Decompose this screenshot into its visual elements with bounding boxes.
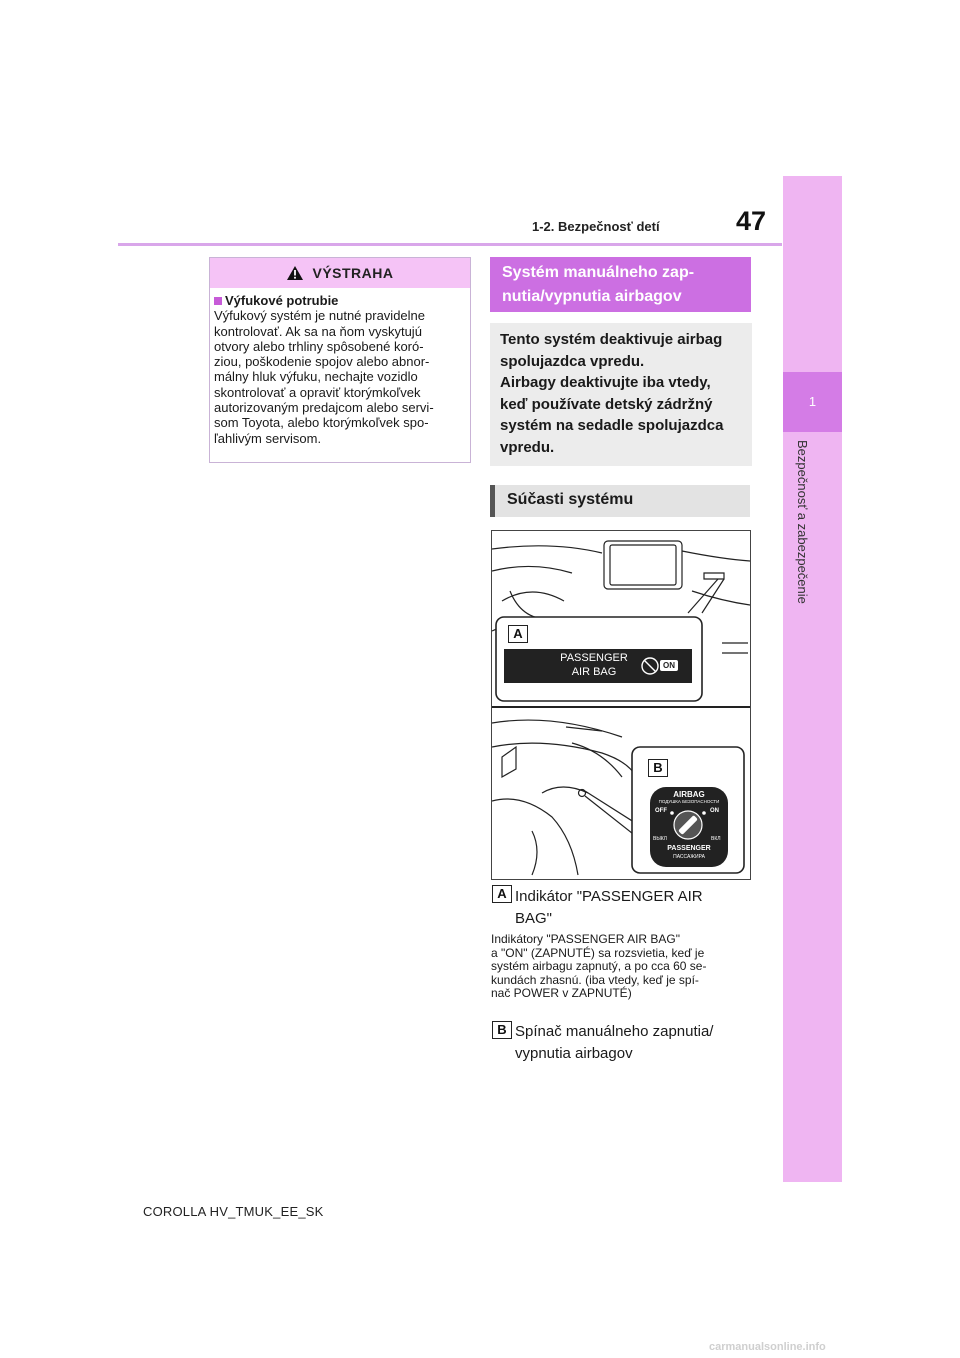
warning-box xyxy=(209,257,471,463)
bullet-square-icon xyxy=(214,297,222,305)
chapter-number: 1 xyxy=(808,394,817,409)
item-b-label: B xyxy=(492,1021,512,1039)
warning-line: málny hluk výfuku, nechajte vozidlo xyxy=(214,369,418,385)
dashboard-drawing xyxy=(492,531,750,879)
warning-line: ziou, poškodenie spojov alebo abnor- xyxy=(214,354,430,370)
section-title: 1-2. Bezpečnosť detí xyxy=(532,219,660,234)
item-a-title: Indikátor "PASSENGER AIR BAG" xyxy=(515,888,703,927)
item-b-title: Spínač manuálneho zapnutia/ vypnutia airbagov xyxy=(515,1023,714,1062)
switch-top-label: AIRBAG xyxy=(673,790,705,799)
switch-bottom-label: PASSENGER xyxy=(667,845,711,852)
section-heading: Systém manuálneho zap- nutia/vypnutia airbagov xyxy=(490,257,751,312)
warning-title: VÝSTRAHA xyxy=(312,265,394,281)
switch-on-label: ON xyxy=(710,808,719,814)
intro-box: Tento systém deaktivuje airbag spolujazdca vpredu. Airbagy deaktivujte iba vtedy, keď používate detský zádržný systém na sedadle spolujazdca vpredu. xyxy=(490,323,752,466)
document-code: COROLLA HV_TMUK_EE_SK xyxy=(143,1204,324,1219)
warning-triangle-icon xyxy=(286,265,304,281)
switch-off-label: OFF xyxy=(655,808,667,814)
warning-line: otvory alebo trhliny spôsobené koró- xyxy=(214,338,424,354)
warning-line: ľahlivým servisom. xyxy=(214,430,322,446)
warning-line: autorizovaným predajcom alebo servi- xyxy=(214,400,434,416)
warning-subtitle: Výfukové potrubie xyxy=(214,293,463,308)
passenger-airbag-indicator: PASSENGER AIR BAG xyxy=(560,652,628,678)
chapter-number-tab[interactable] xyxy=(783,372,842,432)
warning-header xyxy=(210,258,470,288)
item-a-description: Indikátory "PASSENGER AIR BAG" a "ON" (ZAPNUTÉ) sa rozsvietia, keď je systém airbagu zapnutý, a po cca 60 se- kundách zhasnú. (iba vtedy, keď je spí- nač POWER v ZAPNUTÉ) xyxy=(491,932,707,1000)
header-divider xyxy=(118,243,782,246)
warning-line: som Toyota, alebo ktorýmkoľvek spo- xyxy=(214,415,429,431)
callout-b-label: B xyxy=(648,759,668,777)
item-a-label: A xyxy=(492,885,512,903)
warning-line: kontrolovať. Ak sa na ňom vyskytujú xyxy=(214,323,422,339)
warning-line: skontrolovať a opraviť ktorýmkoľvek xyxy=(214,384,421,400)
chapter-label: Bezpečnosť a zabezpečenie xyxy=(795,440,810,604)
watermark: carmanualsonline.info xyxy=(709,1341,826,1353)
switch-top-ru-label: ПОДУШКА БЕЗОПАСНОСТИ xyxy=(658,799,720,804)
warning-body xyxy=(210,288,470,446)
switch-bottom-ru-label: ПАССАЖИРА xyxy=(673,854,705,860)
switch-off-ru-label: ВЫКЛ xyxy=(653,836,667,842)
chapter-side-tab xyxy=(783,176,842,1182)
switch-on-ru-label: ВКЛ xyxy=(711,836,721,842)
airbag-system-illustration xyxy=(491,530,751,880)
page-number: 47 xyxy=(736,206,767,236)
components-heading: Súčasti systému xyxy=(490,485,750,517)
warning-line: Výfukový systém je nutné pravidelne xyxy=(214,308,425,324)
callout-a-label: A xyxy=(508,625,528,643)
indicator-on-label: ON xyxy=(663,661,675,670)
